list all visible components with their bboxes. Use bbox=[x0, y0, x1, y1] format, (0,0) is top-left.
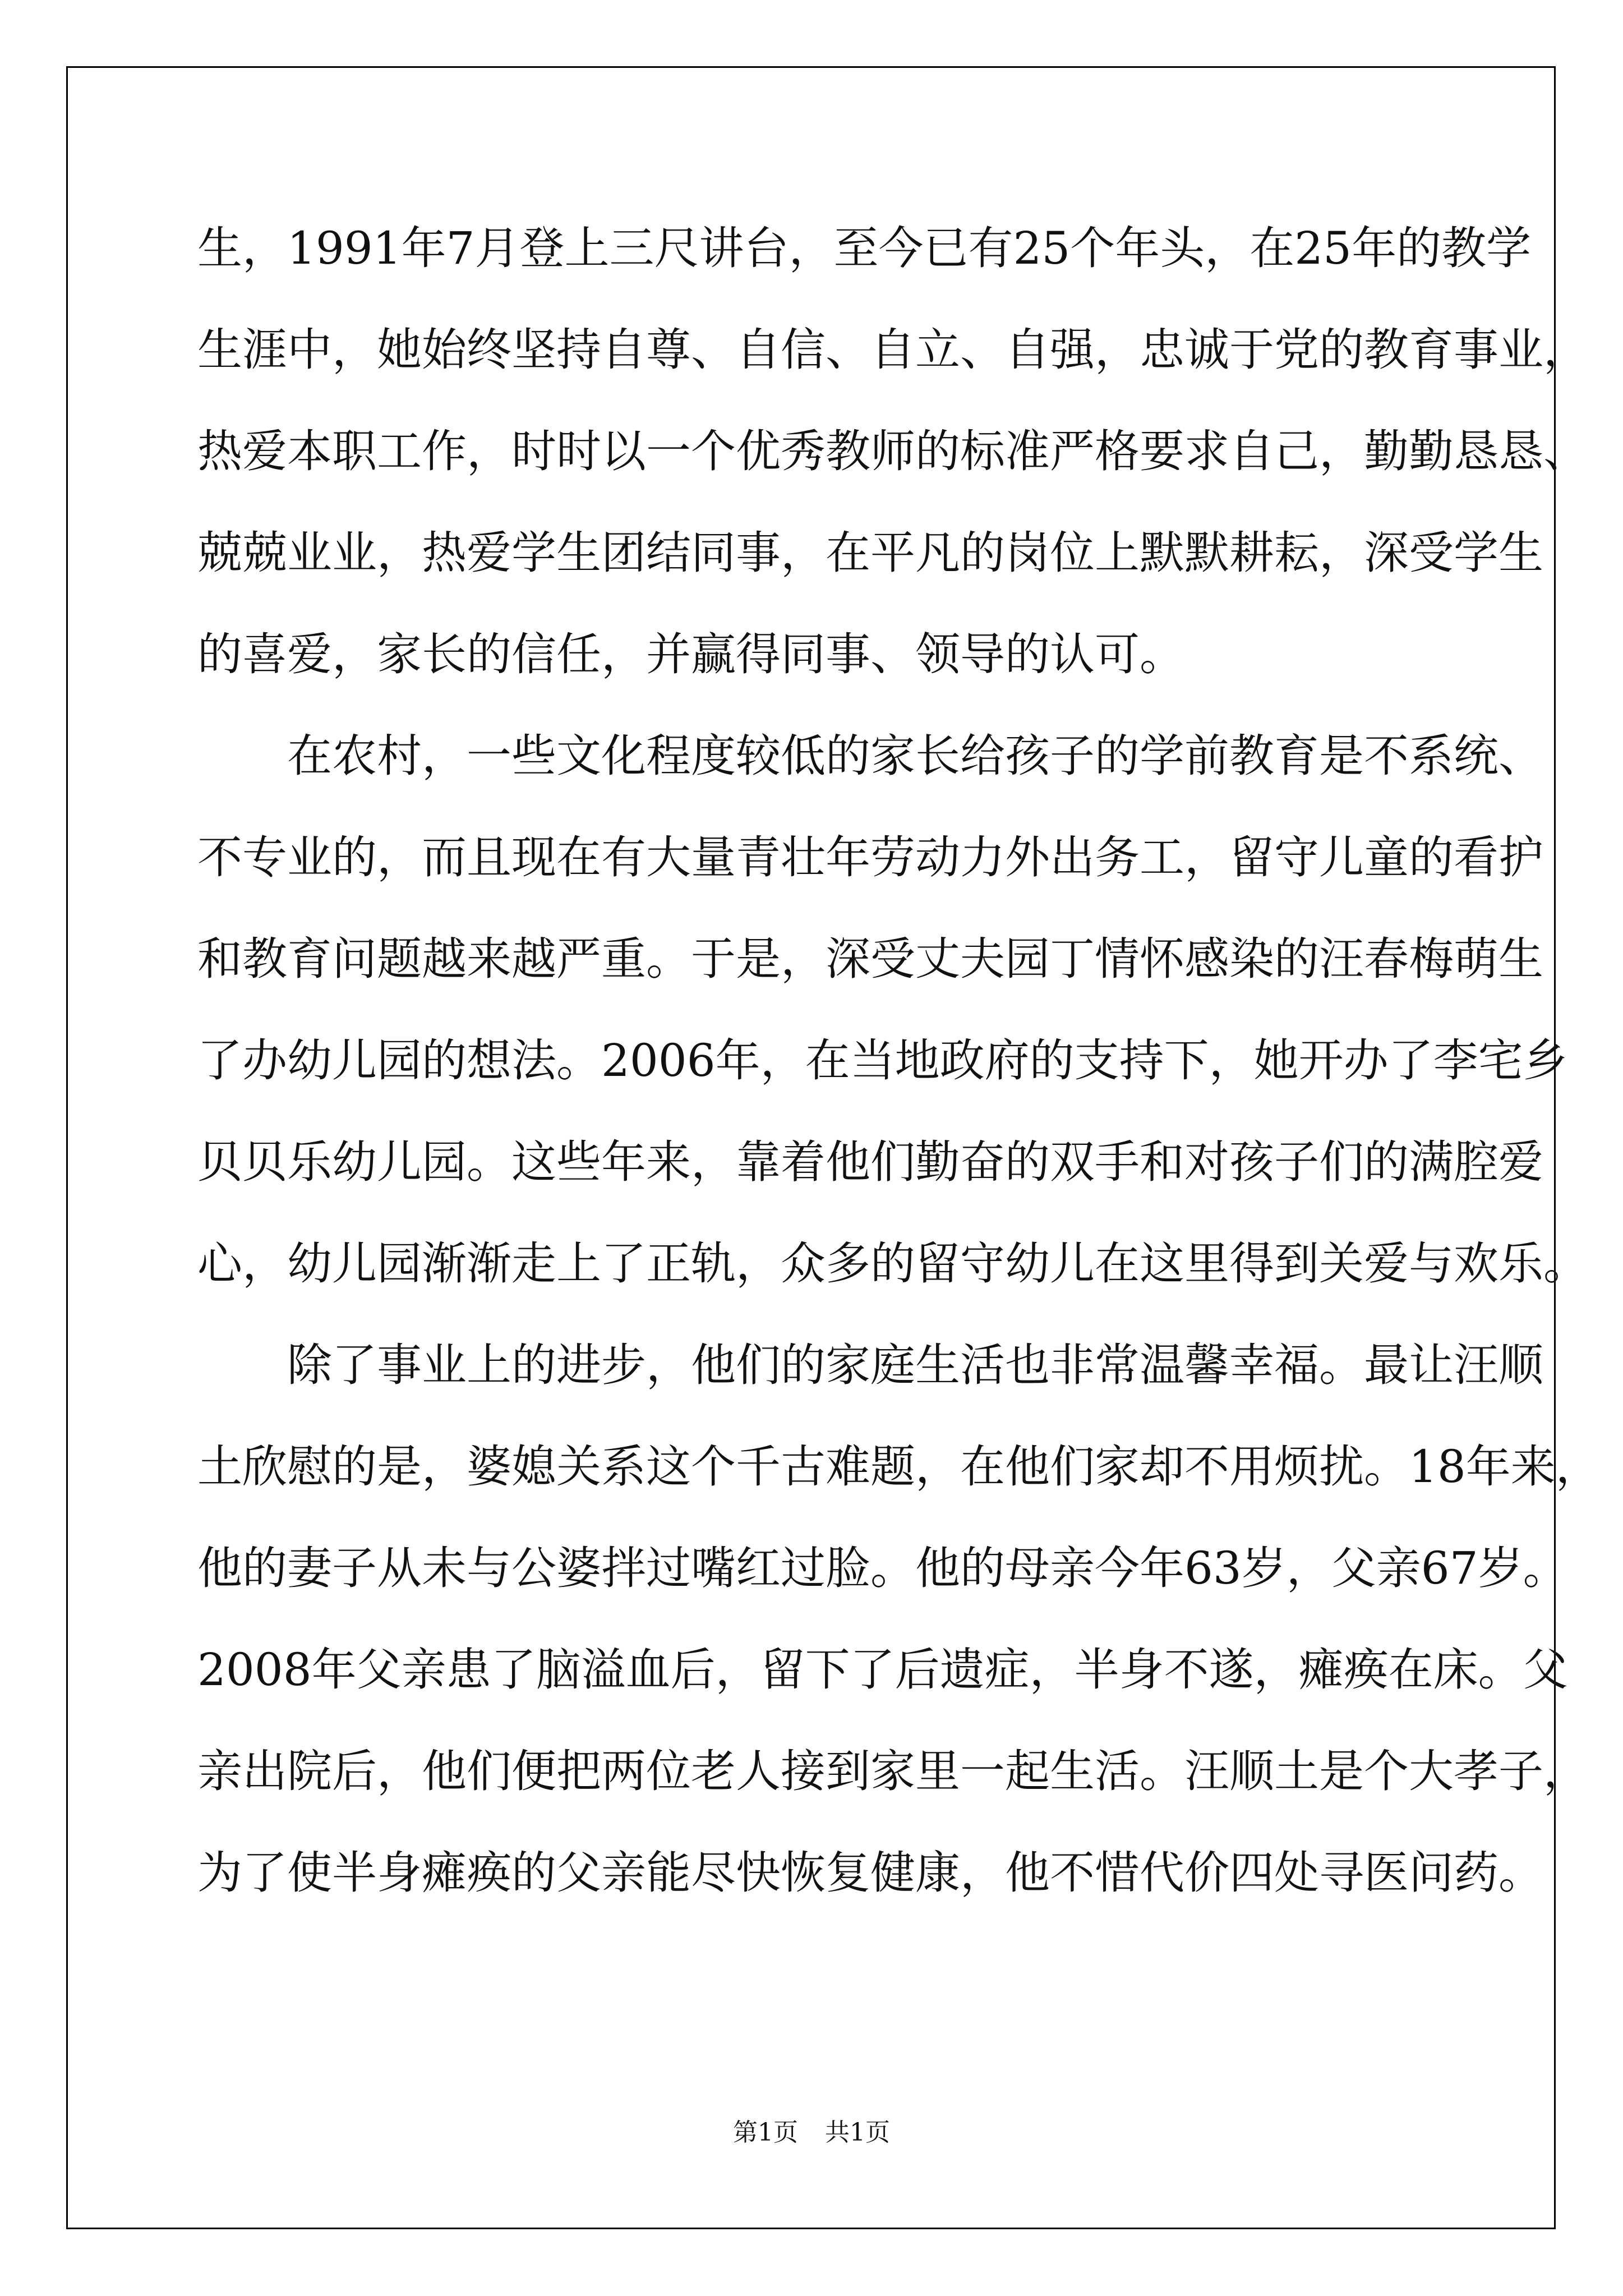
text-line: 兢兢业业，热爱学生团结同事，在平凡的岗位上默默耕耘，深受学生 bbox=[197, 527, 1543, 579]
text-line: 为了使半身瘫痪的父亲能尽快恢复健康，他不惜代价四处寻医问药。 bbox=[197, 1847, 1543, 1899]
text-line: 贝贝乐幼儿园。这些年来，靠着他们勤奋的双手和对孩子们的满腔爱 bbox=[197, 1136, 1543, 1188]
text-line: 的喜爱，家长的信任，并赢得同事、领导的认可。 bbox=[197, 628, 1184, 680]
text-line: 心，幼儿园渐渐走上了正轨，众多的留守幼儿在这里得到关爱与欢乐。 bbox=[197, 1237, 1588, 1290]
text-line: 热爱本职工作，时时以一个优秀教师的标准严格要求自己，勤勤恳恳、 bbox=[197, 425, 1588, 477]
text-line: 在农村，一些文化程度较低的家长给孩子的学前教育是不系统、 bbox=[197, 730, 1543, 782]
text-line: 土欣慰的是，婆媳关系这个千古难题，在他们家却不用烦扰。18年来， bbox=[197, 1441, 1601, 1493]
text-line: 生，1991年7月登上三尺讲台，至今已有25个年头，在25年的教学 bbox=[197, 222, 1532, 274]
page-footer bbox=[0, 2112, 1623, 2148]
page-number: 第1页 bbox=[733, 2118, 798, 2147]
text-line: 不专业的，而且现在有大量青壮年劳动力外出务工，留守儿童的看护 bbox=[197, 831, 1543, 884]
text-line: 他的妻子从未与公婆拌过嘴红过脸。他的母亲今年63岁，父亲67岁。 bbox=[197, 1542, 1568, 1594]
text-line: 2008年父亲患了脑溢血后，留下了后遗症，半身不遂，瘫痪在床。父 bbox=[197, 1644, 1568, 1696]
text-line: 除了事业上的进步，他们的家庭生活也非常温馨幸福。最让汪顺 bbox=[197, 1339, 1543, 1391]
page-total: 共1页 bbox=[825, 2118, 890, 2147]
text-line: 亲出院后，他们便把两位老人接到家里一起生活。汪顺土是个大孝子， bbox=[197, 1745, 1588, 1797]
text-line: 生涯中，她始终坚持自尊、自信、自立、自强，忠诚于党的教育事业， bbox=[197, 324, 1588, 376]
text-line: 了办幼儿园的想法。2006年，在当地政府的支持下，她开办了李宅乡 bbox=[197, 1034, 1568, 1087]
text-line: 和教育问题越来越严重。于是，深受丈夫园丁情怀感染的汪春梅萌生 bbox=[197, 933, 1543, 985]
